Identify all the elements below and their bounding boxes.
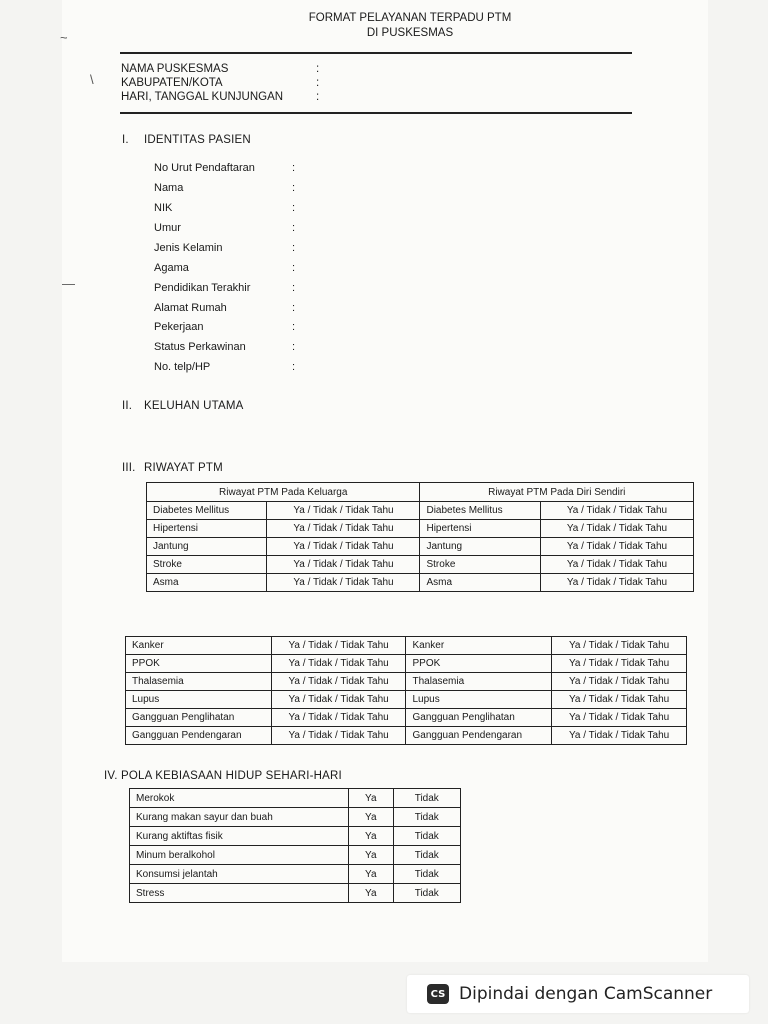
pola-hidup-table bbox=[129, 788, 461, 903]
disease-cell: Gangguan Penglihatan bbox=[406, 709, 552, 727]
answer-cell[interactable]: Ya / Tidak / Tidak Tahu bbox=[271, 709, 406, 727]
answer-cell[interactable]: Ya / Tidak / Tidak Tahu bbox=[552, 691, 687, 709]
answer-cell[interactable]: Ya / Tidak / Tidak Tahu bbox=[271, 637, 406, 655]
camscanner-watermark bbox=[407, 975, 749, 1013]
disease-cell: Gangguan Pendengaran bbox=[126, 727, 272, 745]
answer-cell[interactable]: Ya / Tidak / Tidak Tahu bbox=[271, 673, 406, 691]
header-colon: : bbox=[316, 91, 320, 103]
section-number: III. bbox=[122, 462, 136, 474]
answer-cell[interactable]: Ya / Tidak / Tidak Tahu bbox=[271, 691, 406, 709]
habit-cell: Kurang makan sayur dan buah bbox=[130, 808, 349, 827]
field-colon: : bbox=[292, 242, 296, 254]
no-option[interactable]: Tidak bbox=[393, 884, 460, 903]
table-row bbox=[130, 808, 461, 827]
section-riwayat-title bbox=[122, 462, 223, 474]
answer-cell[interactable]: Ya / Tidak / Tidak Tahu bbox=[540, 556, 693, 574]
table-row bbox=[126, 709, 687, 727]
table-row bbox=[130, 865, 461, 884]
header-self-history: Riwayat PTM Pada Diri Sendiri bbox=[420, 483, 694, 502]
field-colon: : bbox=[292, 262, 296, 274]
disease-cell: Stroke bbox=[420, 556, 540, 574]
answer-cell[interactable]: Ya / Tidak / Tidak Tahu bbox=[267, 574, 420, 592]
field-colon: : bbox=[292, 182, 296, 194]
answer-cell[interactable]: Ya / Tidak / Tidak Tahu bbox=[552, 655, 687, 673]
table-row bbox=[147, 574, 694, 592]
camscanner-logo-icon: CS bbox=[427, 984, 449, 1004]
answer-cell[interactable]: Ya / Tidak / Tidak Tahu bbox=[552, 673, 687, 691]
disease-cell: Lupus bbox=[406, 691, 552, 709]
field-colon: : bbox=[292, 282, 296, 294]
disease-cell: Asma bbox=[420, 574, 540, 592]
document-title: FORMAT PELAYANAN TERPADU PTM bbox=[308, 12, 512, 24]
yes-option[interactable]: Ya bbox=[349, 865, 394, 884]
section-identitas-title bbox=[122, 134, 251, 146]
camscanner-text: Dipindai dengan CamScanner bbox=[459, 984, 713, 1004]
scan-artifact-mark: \ bbox=[90, 72, 94, 87]
field-nama: Nama bbox=[154, 182, 184, 194]
no-option[interactable]: Tidak bbox=[393, 827, 460, 846]
answer-cell[interactable]: Ya / Tidak / Tidak Tahu bbox=[552, 709, 687, 727]
section-keluhan-title bbox=[122, 400, 244, 412]
scan-artifact-mark: ~ bbox=[60, 30, 68, 45]
habit-cell: Minum beralkohol bbox=[130, 846, 349, 865]
field-colon: : bbox=[292, 162, 296, 174]
field-alamat: Alamat Rumah bbox=[154, 302, 227, 314]
disease-cell: Jantung bbox=[420, 538, 540, 556]
field-colon: : bbox=[292, 222, 296, 234]
header-field-tanggal: HARI, TANGGAL KUNJUNGAN bbox=[121, 91, 284, 103]
header-field-kabupaten: KABUPATEN/KOTA bbox=[121, 77, 223, 89]
disease-cell: Asma bbox=[147, 574, 267, 592]
answer-cell[interactable]: Ya / Tidak / Tidak Tahu bbox=[267, 556, 420, 574]
section-number: IV. bbox=[104, 770, 118, 782]
table-row bbox=[126, 727, 687, 745]
disease-cell: Thalasemia bbox=[406, 673, 552, 691]
field-status-perkawinan: Status Perkawinan bbox=[154, 341, 246, 353]
no-option[interactable]: Tidak bbox=[393, 789, 460, 808]
disease-cell: Gangguan Pendengaran bbox=[406, 727, 552, 745]
field-pekerjaan: Pekerjaan bbox=[154, 321, 204, 333]
field-colon: : bbox=[292, 202, 296, 214]
yes-option[interactable]: Ya bbox=[349, 808, 394, 827]
field-colon: : bbox=[292, 302, 296, 314]
table-row bbox=[126, 655, 687, 673]
disease-cell: Hipertensi bbox=[147, 520, 267, 538]
answer-cell[interactable]: Ya / Tidak / Tidak Tahu bbox=[271, 727, 406, 745]
no-option[interactable]: Tidak bbox=[393, 846, 460, 865]
disease-cell: Diabetes Mellitus bbox=[147, 502, 267, 520]
header-colon: : bbox=[316, 63, 320, 75]
disease-cell: Thalasemia bbox=[126, 673, 272, 691]
habit-cell: Konsumsi jelantah bbox=[130, 865, 349, 884]
field-no-urut: No Urut Pendaftaran bbox=[154, 162, 255, 174]
table-row bbox=[130, 789, 461, 808]
section-title: KELUHAN UTAMA bbox=[144, 400, 244, 412]
field-colon: : bbox=[292, 321, 296, 333]
table-row bbox=[130, 827, 461, 846]
answer-cell[interactable]: Ya / Tidak / Tidak Tahu bbox=[267, 502, 420, 520]
answer-cell[interactable]: Ya / Tidak / Tidak Tahu bbox=[271, 655, 406, 673]
section-pola-title bbox=[104, 770, 342, 782]
section-number: II. bbox=[122, 400, 133, 412]
habit-cell: Merokok bbox=[130, 789, 349, 808]
yes-option[interactable]: Ya bbox=[349, 846, 394, 865]
yes-option[interactable]: Ya bbox=[349, 884, 394, 903]
answer-cell[interactable]: Ya / Tidak / Tidak Tahu bbox=[267, 520, 420, 538]
header-rule-bottom bbox=[120, 112, 632, 114]
habit-cell: Kurang aktiftas fisik bbox=[130, 827, 349, 846]
table-row bbox=[126, 673, 687, 691]
field-jenis-kelamin: Jenis Kelamin bbox=[154, 242, 223, 254]
field-nik: NIK bbox=[154, 202, 173, 214]
field-colon: : bbox=[292, 341, 296, 353]
riwayat-ptm-table-continued bbox=[125, 636, 687, 745]
riwayat-ptm-table bbox=[146, 482, 694, 592]
field-umur: Umur bbox=[154, 222, 181, 234]
answer-cell[interactable]: Ya / Tidak / Tidak Tahu bbox=[540, 502, 693, 520]
table-row bbox=[126, 637, 687, 655]
no-option[interactable]: Tidak bbox=[393, 808, 460, 827]
disease-cell: PPOK bbox=[406, 655, 552, 673]
table-row bbox=[130, 884, 461, 903]
table-row bbox=[130, 846, 461, 865]
header-family-history: Riwayat PTM Pada Keluarga bbox=[147, 483, 420, 502]
disease-cell: Kanker bbox=[406, 637, 552, 655]
disease-cell: Gangguan Penglihatan bbox=[126, 709, 272, 727]
header-colon: : bbox=[316, 77, 320, 89]
answer-cell[interactable]: Ya / Tidak / Tidak Tahu bbox=[540, 520, 693, 538]
answer-cell[interactable]: Ya / Tidak / Tidak Tahu bbox=[552, 727, 687, 745]
header-field-puskesmas: NAMA PUSKESMAS bbox=[121, 63, 229, 75]
document-subtitle: DI PUSKESMAS bbox=[366, 27, 454, 39]
answer-cell[interactable]: Ya / Tidak / Tidak Tahu bbox=[552, 637, 687, 655]
field-colon: : bbox=[292, 361, 296, 373]
table-row bbox=[147, 502, 694, 520]
table-row bbox=[126, 691, 687, 709]
no-option[interactable]: Tidak bbox=[393, 865, 460, 884]
table-header-row bbox=[147, 483, 694, 502]
section-number: I. bbox=[122, 134, 129, 146]
table-row bbox=[147, 556, 694, 574]
disease-cell: Kanker bbox=[126, 637, 272, 655]
disease-cell: PPOK bbox=[126, 655, 272, 673]
answer-cell[interactable]: Ya / Tidak / Tidak Tahu bbox=[540, 538, 693, 556]
table-row bbox=[147, 520, 694, 538]
answer-cell[interactable]: Ya / Tidak / Tidak Tahu bbox=[540, 574, 693, 592]
field-pendidikan: Pendidikan Terakhir bbox=[154, 282, 251, 294]
habit-cell: Stress bbox=[130, 884, 349, 903]
field-agama: Agama bbox=[154, 262, 189, 274]
field-telp: No. telp/HP bbox=[154, 361, 211, 373]
header-rule-top bbox=[120, 52, 632, 54]
yes-option[interactable]: Ya bbox=[349, 789, 394, 808]
disease-cell: Hipertensi bbox=[420, 520, 540, 538]
disease-cell: Diabetes Mellitus bbox=[420, 502, 540, 520]
yes-option[interactable]: Ya bbox=[349, 827, 394, 846]
disease-cell: Lupus bbox=[126, 691, 272, 709]
section-title: IDENTITAS PASIEN bbox=[144, 134, 251, 146]
answer-cell[interactable]: Ya / Tidak / Tidak Tahu bbox=[267, 538, 420, 556]
disease-cell: Stroke bbox=[147, 556, 267, 574]
section-title: POLA KEBIASAAN HIDUP SEHARI-HARI bbox=[121, 770, 342, 782]
table-row bbox=[147, 538, 694, 556]
section-title: RIWAYAT PTM bbox=[144, 462, 223, 474]
disease-cell: Jantung bbox=[147, 538, 267, 556]
scan-artifact-mark: — bbox=[62, 276, 75, 291]
